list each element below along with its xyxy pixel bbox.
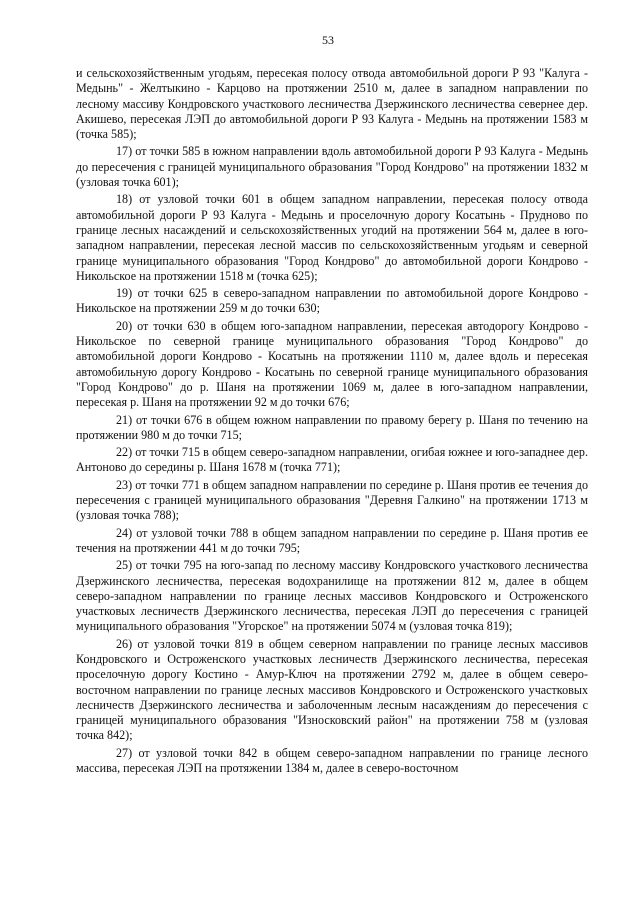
- paragraph-item-20: 20) от точки 630 в общем юго-западном направлении, пересекая автодорогу Кондрово - Никольское по северной границе муниципального образования "Город Кондрово" до автомобильной дороги Кондрово - Косатынь на протяжении 1110 м, далее вдоль и пересекая автомобильную дорогу Кондрово - Косатынь по северной границе муниципального образования "Город Кондрово" до р. Шаня на протяжении 1069 м, далее в юго-западном направлении, пересекая р. Шаня на протяжении 92 м до точки 676;: [76, 318, 588, 410]
- paragraph-item-27: 27) от узловой точки 842 в общем северо-западном направлении по границе лесного массива, пересекая ЛЭП на протяжении 1384 м, далее в северо-восточном: [76, 745, 588, 776]
- paragraph-item-22: 22) от точки 715 в общем северо-западном направлении, огибая южнее и юго-западнее дер. Антоново до середины р. Шаня 1678 м (точка 771);: [76, 445, 588, 475]
- paragraph-item-25: 25) от точки 795 на юго-запад по лесному массиву Кондровского участкового лесничества Дзержинского лесничества, пересекая водохранилище на протяжении 812 м, далее в общем северо-западном направлении по границе лесных массивов Кондровского и Остроженского участковых лесничеств Дзержинского лесничества, пересекая ЛЭП до пересечения с границей муниципального образования "Угорское" на протяжении 5074 м (узловая точка 819);: [76, 558, 588, 634]
- paragraph-item-23: 23) от точки 771 в общем западном направлении по середине р. Шаня против ее течения до пересечения с границей муниципального образования "Деревня Галкино" на протяжении 1713 м (узловая точка 788);: [76, 477, 588, 523]
- document-page: [76, 30, 588, 778]
- page-number: 53: [322, 33, 334, 47]
- paragraph-continuation: и сельскохозяйственным угодьям, пересекая полосу отвода автомобильной дороги Р 93 "Калуга - Медынь" - Желтыкино - Карцово на протяжении 2510 м, далее в западном направлении по лесному массиву Кондровского участкового лесничества Дзержинского лесничества севернее дер. Акишево, пересекая ЛЭП до автомобильной дороги Р 93 Калуга - Медынь на протяжении 1583 м (точка 585);: [76, 66, 588, 142]
- paragraph-item-18: 18) от узловой точки 601 в общем западном направлении, пересекая полосу отвода автомобильной дороги Р 93 Калуга - Медынь и проселочную дорогу Косатынь - Прудново по границе лесных насаждений и сельскохозяйственных угодий на протяжении 564 м, далее в юго-западном направлении, пересекая лесной массив по сельскохозяйственным угодьям и северной границе муниципального образования "Город Кондрово" до автомобильной дороги Кондрово - Никольское на протяжении 1518 м (точка 625);: [76, 192, 588, 283]
- document-body: [76, 66, 588, 776]
- paragraph-item-17: 17) от точки 585 в южном направлении вдоль автомобильной дороги Р 93 Калуга - Медынь до пересечения с границей муниципального образования "Город Кондрово" на протяжении 1832 м (узловая точка 601);: [76, 144, 588, 190]
- paragraph-item-21: 21) от точки 676 в общем южном направлении по правому берегу р. Шаня по течению на протяжении 980 м до точки 715;: [76, 412, 588, 442]
- paragraph-item-26: 26) от узловой точки 819 в общем северном направлении по границе лесных массивов Кондровского и Остроженского участковых лесничеств Дзержинского лесничества, пересекая проселочную дорогу Костино - Амур-Ключ на протяжении 2792 м, далее в общем северо-восточном направлении по границе лесных массивов Кондровского и Остроженского участковых лесничеств Дзержинского лесничества и заболоченным лесным насаждениям до пересечения с границей муниципального образования "Износковский район" на протяжении 758 м (узловая точка 842);: [76, 636, 588, 743]
- paragraph-item-24: 24) от узловой точки 788 в общем западном направлении по середине р. Шаня против ее течения на протяжении 441 м до точки 795;: [76, 525, 588, 555]
- paragraph-item-19: 19) от точки 625 в северо-западном направлении по автомобильной дороге Кондрово - Никольское на протяжении 259 м до точки 630;: [76, 286, 588, 316]
